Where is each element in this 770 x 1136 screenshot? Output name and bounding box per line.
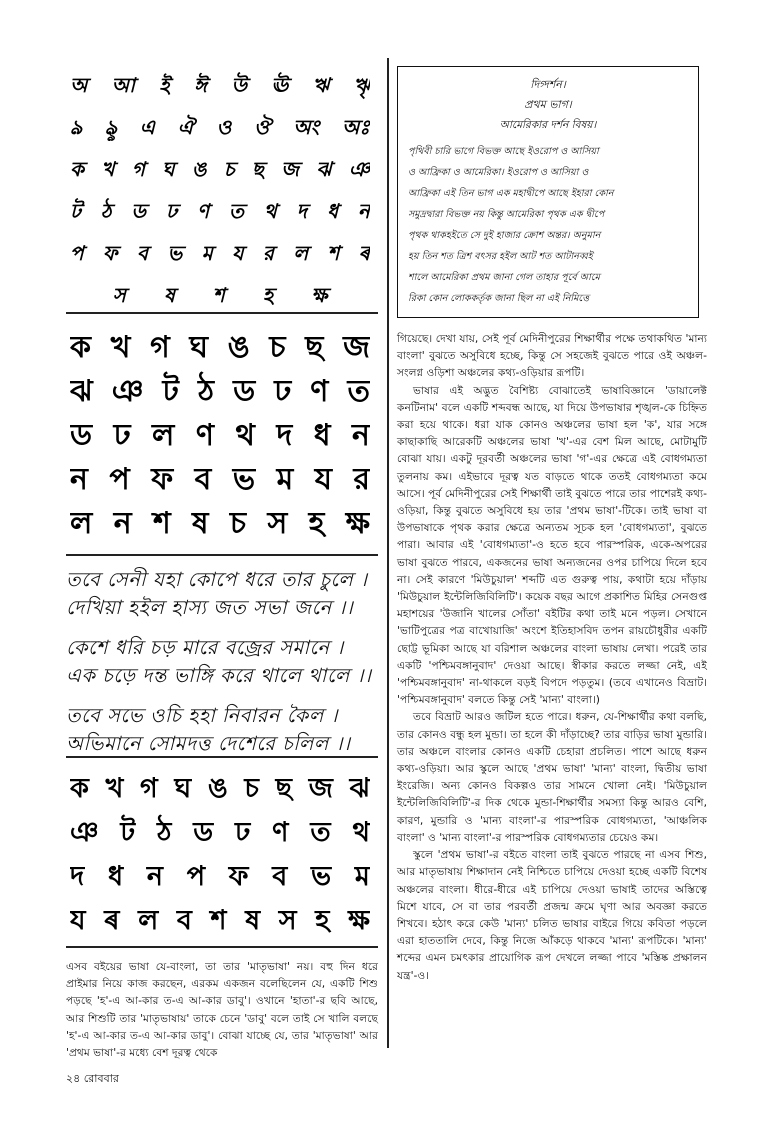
- specimen-row: ঌ ৡ এ ঐ ও ঔ অং অঃ: [70, 114, 370, 139]
- verse-line: কেশে ধরি চড় মারে বজ্রের সমানে ।: [66, 636, 344, 659]
- verse-line: তবে সেনী যহা কোপে ধরে তার চুলে ।: [66, 568, 368, 591]
- specimen-row: ন প ফ ব ভ ম য র: [70, 461, 370, 497]
- specimen-row: ড ঢ ল ণ থ দ ধ ন: [70, 417, 370, 453]
- manuscript-line: শালে আমেরিকা প্রথম জানা গেল তাহার পূর্বে আমে: [408, 272, 600, 283]
- specimen-row: য ৰ ল ব শ ষ স হ ক্ষ: [70, 904, 370, 936]
- specimen-row: ক খ গ ঘ ঙ চ ছ জ ঝ: [70, 772, 370, 804]
- specimen-row: স ষ শ হ ক্ষ: [112, 282, 328, 307]
- specimen-row: অ আ ই ঈ উ ঊ ঋ ৠ: [70, 72, 370, 97]
- article-body: [397, 330, 707, 984]
- section-divider: [66, 756, 378, 758]
- specimen-row: দ ধ ন প ফ ব ভ ম: [70, 860, 370, 892]
- manuscript-line: পৃথক থাকহইতে সে দুই হাজার ক্রোশ অন্তর। অনুমান: [408, 230, 601, 241]
- article-paragraph: তবে বিভ্রাট আরও জটিল হতে পারে। ধরুন, যে-শিক্ষার্থীর কথা বলছি, তার কোনও বন্ধু হল মুন্ডা। তা হলে কী দাঁড়াচ্ছে? তার বাড়ির ভাষা মুন্ডারি। তার অঞ্চলে বাংলার কোনও একটি চেহারা প্রচলিত। পাশে আছে ধরুন কথ্য-ওড়িয়া। আর স্কুলে আছে 'প্রথম ভাষা' 'মান্য' বাংলা, দ্বিতীয় ভাষা ইংরেজি। অন্য কোনও বিকল্পও তার সামনে খোলা নেই। 'মিউচুয়াল ইন্টেলিজিবিলিটি'-র দিক থেকে মুন্ডা-শিক্ষার্থীর সমস্যা কিন্তু আরও বেশি, কারণ, মুন্ডারি ও 'মান্য বাংলা'-র পারস্পরিক বোধগম্যতা, 'আঞ্চলিক বাংলা' ও 'মান্য বাংলা'-র পারস্পরিক বোধগম্যতার চেয়েও কম।: [397, 710, 707, 844]
- verse-line: তবে সভে ওচি হহা নিবারন কৈল ।: [66, 704, 338, 727]
- script-specimen-1: [70, 66, 370, 318]
- left-column-paragraph: এসব বইয়ের ভাষা যে-বাংলা, তা তার 'মাতৃভাষা' নয়। বহু দিন ধরে প্রাইমার নিয়ে কাজ করছেন, এরকম একজন বলেছিলেন যে, একটি শিশু পড়ছে 'হ'-এ আ-কার ত-এ আ-কার ডাবু'। ওখানে 'হাতা'-র ছবি আছে, আর শিশুটি তার 'মাতৃভাষায়' তাকে চেনে 'ডাবু' বলে তাই সে খালি বলছে 'হ'-এ আ-কার ত-এ আ-কার ডাবু'। বোঝা যাচ্ছে যে, তার 'মাতৃভাষা' আর 'প্রথম ভাষা'-র মধ্যে বেশ দূরত্ব থেকে: [66, 960, 378, 1060]
- page-number: ২৪: [66, 1072, 81, 1085]
- manuscript-title: দিগ্দর্শন।: [530, 78, 566, 91]
- manuscript-subtitle: প্রথম ভাগ।: [524, 98, 572, 111]
- specimen-row: প ফ ব ভ ম য র ল শ ৰ: [70, 240, 370, 265]
- verse-couplet: [66, 702, 376, 758]
- script-specimen-4: [70, 768, 370, 944]
- verse-couplet: [66, 566, 376, 622]
- manuscript-line: রিকা কোন লোককর্তৃক জানা ছিল না এই নিমিত্তে: [408, 293, 589, 304]
- manuscript-excerpt: [397, 66, 699, 318]
- verse-line: এক চড়ে দন্ত ভাঙ্গি করে থালে থালে ।।: [66, 664, 372, 687]
- specimen-row: ক খ গ ঘ ঙ চ ছ জ ঝ ঞ: [70, 156, 370, 181]
- page-footer: [66, 1070, 119, 1089]
- specimen-row: ল ন শ ষ চ স হ ক্ষ: [70, 505, 370, 541]
- article-paragraph: স্কুলে 'প্রথম ভাষা'-র বইতে বাংলা তাই বুঝতে পারছে না এসব শিশু, আর মাতৃভাষায় শিক্ষাদান নেই নিশ্চিতে চাপিয়ে দেওয়া হচ্ছে একটি বিশেষ অঞ্চলের বাংলা। ধীরে-ধীরে এই চাপিয়ে দেওয়া ভাষাই তাদের অস্তিত্বে মিশে যাবে, সে বা তার পরবর্তী প্রজন্ম ক্রমে ঘৃণা আর অবজ্ঞা করতে শিখবে। হঠাৎ করে কেউ 'মান্য' চলিত ভাষার বাইরে গিয়ে কবিতা পড়লে এরা হাততালি দেবে, কিন্তু নিজে আঁকড়ে থাকবে 'মান্য' রূপটিকে। 'মান্য' শব্দের এমন চমৎকার প্রায়োগিক রূপ দেখলে লজ্জা পাবে 'মস্তিষ্ক প্রক্ষালন যন্ত্র'-ও।: [397, 848, 707, 982]
- specimen-row: ঞ ট ঠ ড ঢ ণ ত থ: [70, 816, 370, 848]
- manuscript-line: হয় তিন শত ত্রিশ বৎসর হইল আট শত আটানব্বই: [408, 251, 593, 262]
- article-paragraph: গিয়েছে। দেখা যায়, সেই পূর্ব মেদিনীপুরের শিক্ষার্থীর পক্ষে তথাকথিত 'মান্য বাংলা' বুঝতে অসুবিধে হচ্ছে, কিন্তু সে সহজেই বুঝতে পারে ওই অঞ্চল-সংলগ্ন ওড়িশা অঞ্চলের কথ্য-ওড়িয়ার রূপটি।: [397, 332, 707, 380]
- verse-line: অভিমানে সোমদত্ত দেশেরে চলিল ।।: [66, 732, 351, 755]
- specimen-row: ট ঠ ড ঢ ণ ত থ দ ধ ন: [70, 198, 370, 223]
- manuscript-line: ও আফ্রিকা ও আমেরিকা। ইওরোপ ও আসিয়া ও: [408, 167, 589, 178]
- script-specimen-2: [70, 326, 370, 546]
- manuscript-heading: আমেরিকার দর্শন বিষয়।: [499, 119, 597, 131]
- verse-line: দেখিয়া হইল হাস্য জত সভা জনে ।।: [66, 596, 354, 619]
- column-divider: [387, 58, 389, 1048]
- article-paragraph: ভাষার এই অদ্ভুত বৈশিষ্ট্য বোঝাতেই ভাষাবিজ্ঞানে 'ডায়ালেক্ট কনটিনাম' বলে একটি শব্দবন্ধ আছে, যা দিয়ে উপভাষার শৃঙ্খল-কে চিহ্নিত করা হয়ে থাকে। ধরা যাক কোনও অঞ্চলের ভাষা হল 'ক', যার সঙ্গে কাছাকাছি আরেকটি অঞ্চলের ভাষা 'খ'-এর বেশ মিল আছে, মোটামুটি বোঝা যায়। একটু দূরবর্তী অঞ্চলের ভাষা 'গ'-এর ক্ষেত্রে এই বোধগম্যতা তুলনায় কম। এইভাবে দূরত্ব যত বাড়তে থাকে ততই বোধগম্যতা কমে আসে। পূর্ব মেদিনীপুরের সেই শিক্ষার্থী তাই বুঝতে পারে তার পাশেরই কথ্য-ওড়িয়া, কিন্তু বুঝতে অসুবিধে হয় তার 'প্রথম ভাষা'-টিকে। তাই ভাষা বা উপভাষাকে পৃথক করার ক্ষেত্রে অন্যতম সূচক হল 'বোধগম্যতা', বুঝতে পারা। আবার এই 'বোধগম্যতা'-ও হতে হবে পারস্পরিক, একে-অপরের ভাষা বুঝতে পারবে, একজনের ভাষা অন্যজনের ওপর চাপিয়ে দিলে হবে না। সেই কারণে 'মিউচুয়াল' শব্দটি এত গুরুত্ব পায়, কথাটা হয়ে দাঁড়ায় 'মিউচুয়াল ইন্টেলিজিবিলিটি'। কয়েক বছর আগে প্রকাশিত মিহির সেনগুপ্ত মহাশয়ের 'উজানি খালের সোঁতা' বইটির কথা তাই মনে পড়ল। সেখানে 'ভাটিপুত্রের পত্র বাখোয়াজি' অংশে ইতিহাসবিদ তপন রায়চৌধুরীর একটি ছোট্ট ভূমিকা আছে যা বরিশাল অঞ্চলের বাংলা ভাষায় লেখা। পরেই তার একটি 'পশ্চিমবঙ্গানুবাদ' দেওয়া আছে। স্বীকার করতে লজ্জা নেই, এই 'পশ্চিমবঙ্গানুবাদ' না-থাকলে বড়ই বিপদে পড়তুম। (তবে এখানেও বিভ্রাট। 'পশ্চিমবঙ্গানুবাদ' বলতে কিন্তু সেই 'মান্য' বাংলা।): [397, 383, 707, 707]
- manuscript-line: পৃথিবী চারি ভাগে বিভক্ত আছে ইওরোপ ও আসিয়া: [408, 146, 599, 157]
- manuscript-line: আফ্রিকা এই তিন ভাগ এক মহাদ্বীপে আছে ইহারা কোন: [408, 188, 614, 199]
- verse-specimen: [66, 566, 376, 770]
- verse-couplet: [66, 634, 376, 690]
- magazine-name: রোববার: [83, 1072, 119, 1085]
- section-divider: [66, 554, 378, 556]
- manuscript-line: সমুদ্রদ্বারা বিভক্ত নয় কিন্তু আমেরিকা পৃথক এক দ্বীপে: [408, 209, 605, 220]
- specimen-row: ঝ ঞ ট ঠ ড ঢ ণ ত: [70, 373, 370, 409]
- specimen-row: ক খ গ ঘ ঙ চ ছ জ: [70, 329, 370, 365]
- section-divider: [66, 312, 378, 314]
- section-divider: [66, 946, 378, 948]
